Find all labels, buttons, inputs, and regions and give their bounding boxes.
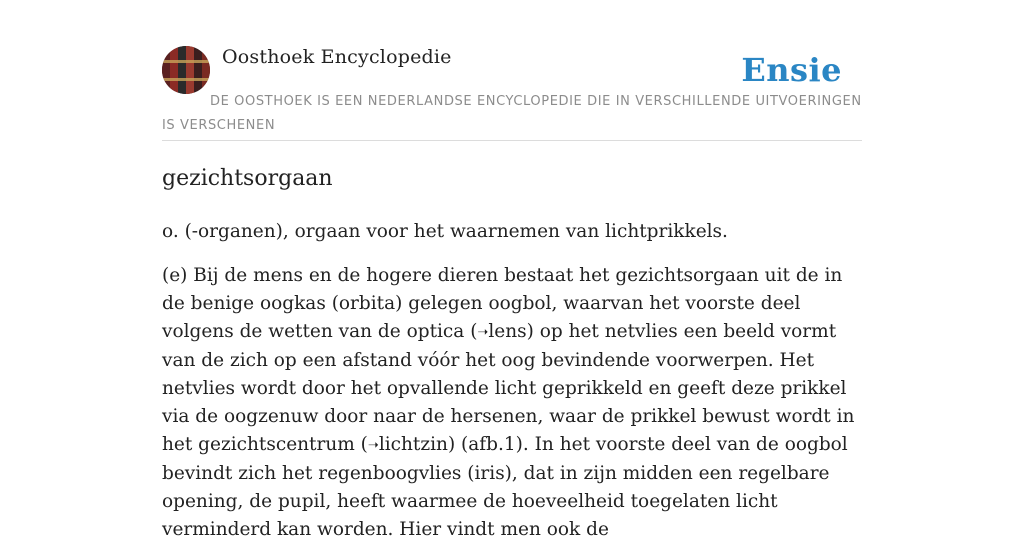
article (162, 162, 862, 560)
site-header (162, 46, 862, 141)
article-body (162, 262, 862, 544)
arrow-icon: ➝ (367, 438, 379, 453)
site-avatar[interactable] (162, 46, 210, 94)
arrow-icon: ➝ (477, 325, 489, 340)
site-tagline: DE OOSTHOEK IS EEN NEDERLANDSE ENCYCLOPEDIE DIE IN VERSCHILLENDE UITVOERINGEN IS VERSCHENEN (162, 94, 862, 133)
body-text: (e) Bij de mens en de hogere dieren bestaat het gezichtsorgaan uit de in de benige oogkas (orbita) gelegen oogbol, waarvan het voorste deel volgens de wetten van de optica ( (162, 265, 843, 342)
site-title[interactable]: Oosthoek Encyclopedie (222, 46, 452, 68)
link-lichtzin[interactable]: lichtzin (378, 434, 448, 455)
link-lens[interactable]: lens (488, 321, 527, 342)
article-title: gezichtsorgaan (162, 166, 333, 191)
brand-logo[interactable]: Ensie (741, 51, 842, 89)
body-text: ) (afb.1). In het voorste deel van de oogbol bevindt zich het regenboogvlies (iris), dat in zijn midden een regelbare opening, de pupil, heeft waarmee de hoeveelheid toegelaten licht verminderd kan worden. Hier vindt men ook de (162, 434, 848, 540)
article-definition: o. (-organen), orgaan voor het waarnemen van lichtprikkels. (162, 221, 728, 242)
body-text: ) op het netvlies een beeld vormt van de zich op een afstand vóór het oog bevindende voorwerpen. Het netvlies wordt door het opvallende licht geprikkeld en geeft deze prikkel via de oogzenuw door naar de hersenen, waar de prikkel bewust wordt in het gezichtscentrum ( (162, 321, 855, 455)
